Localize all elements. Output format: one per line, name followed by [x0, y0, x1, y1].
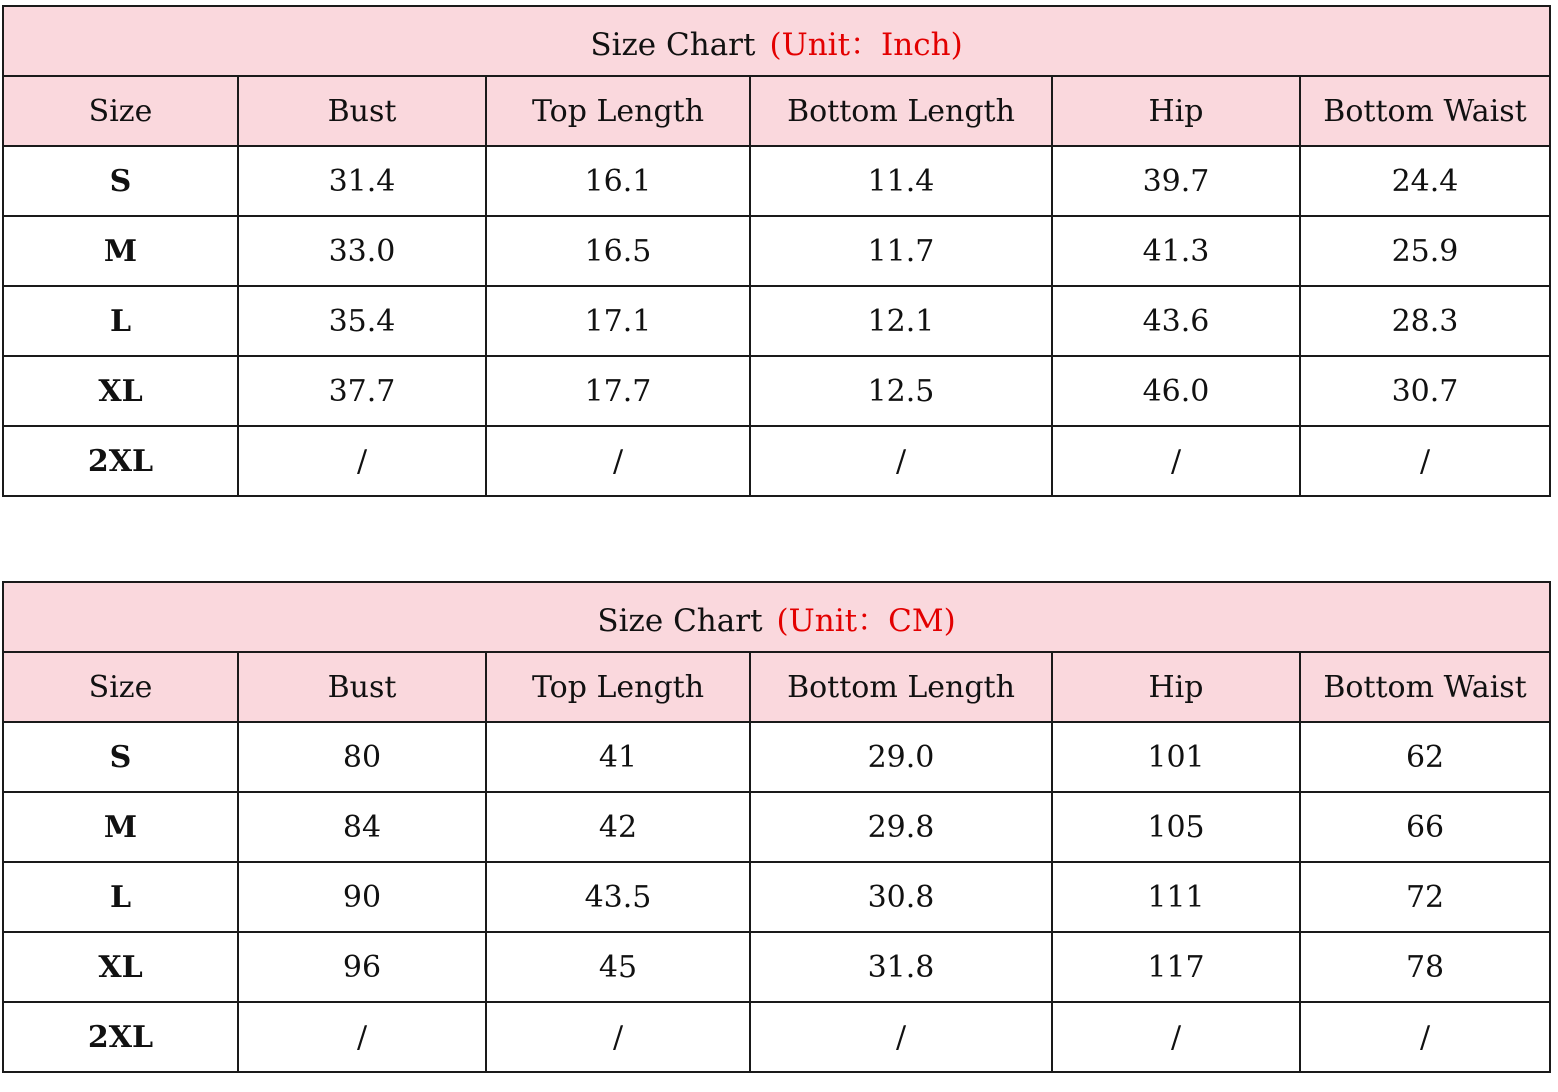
bust-cell: 33.0: [238, 216, 486, 286]
top-length-cell: 17.7: [486, 356, 750, 426]
table-row: [3, 216, 1550, 286]
bottom-length-cell: 11.7: [750, 216, 1052, 286]
header-hip: Hip: [1052, 76, 1300, 146]
bottom-length-cell: 31.8: [750, 932, 1052, 1002]
header-bottom-length: Bottom Length: [750, 76, 1052, 146]
title-text: Size Chart: [597, 602, 763, 639]
bottom-length-cell: 12.5: [750, 356, 1052, 426]
bust-cell: 84: [238, 792, 486, 862]
top-length-cell: 17.1: [486, 286, 750, 356]
size-cell: 2XL: [3, 1002, 238, 1072]
bust-cell: 37.7: [238, 356, 486, 426]
size-cell: XL: [3, 932, 238, 1002]
bust-cell: 35.4: [238, 286, 486, 356]
header-bottom-length: Bottom Length: [750, 652, 1052, 722]
title-text: Size Chart: [590, 26, 756, 63]
table-row: [3, 862, 1550, 932]
bottom-length-cell: /: [750, 1002, 1052, 1072]
top-length-cell: 16.1: [486, 146, 750, 216]
table-row: [3, 1002, 1550, 1072]
bottom-waist-cell: 24.4: [1300, 146, 1550, 216]
hip-cell: 41.3: [1052, 216, 1300, 286]
column-header-row: [3, 652, 1550, 722]
bottom-waist-cell: 78: [1300, 932, 1550, 1002]
table-row: [3, 792, 1550, 862]
size-cell: M: [3, 216, 238, 286]
size-chart-cm-table: [2, 581, 1551, 1073]
bottom-waist-cell: 30.7: [1300, 356, 1550, 426]
header-bottom-waist: Bottom Waist: [1300, 76, 1550, 146]
hip-cell: 46.0: [1052, 356, 1300, 426]
top-length-cell: /: [486, 426, 750, 496]
header-bottom-waist: Bottom Waist: [1300, 652, 1550, 722]
top-length-cell: 41: [486, 722, 750, 792]
size-cell: L: [3, 286, 238, 356]
column-header-row: [3, 76, 1550, 146]
size-cell: M: [3, 792, 238, 862]
header-hip: Hip: [1052, 652, 1300, 722]
bottom-length-cell: 29.8: [750, 792, 1052, 862]
bust-cell: 96: [238, 932, 486, 1002]
header-bust: Bust: [238, 652, 486, 722]
bottom-waist-cell: /: [1300, 426, 1550, 496]
table-row: [3, 286, 1550, 356]
bottom-length-cell: 12.1: [750, 286, 1052, 356]
table-row: [3, 426, 1550, 496]
bottom-length-cell: 30.8: [750, 862, 1052, 932]
header-size: Size: [3, 76, 238, 146]
bust-cell: 90: [238, 862, 486, 932]
hip-cell: 117: [1052, 932, 1300, 1002]
top-length-cell: 16.5: [486, 216, 750, 286]
top-length-cell: 42: [486, 792, 750, 862]
bottom-waist-cell: 62: [1300, 722, 1550, 792]
size-cell: L: [3, 862, 238, 932]
header-bust: Bust: [238, 76, 486, 146]
size-cell: S: [3, 146, 238, 216]
size-cell: 2XL: [3, 426, 238, 496]
top-length-cell: 45: [486, 932, 750, 1002]
bust-cell: 31.4: [238, 146, 486, 216]
table-row: [3, 146, 1550, 216]
size-cell: XL: [3, 356, 238, 426]
hip-cell: /: [1052, 426, 1300, 496]
hip-cell: /: [1052, 1002, 1300, 1072]
size-cell: S: [3, 722, 238, 792]
bottom-length-cell: 11.4: [750, 146, 1052, 216]
bottom-length-cell: /: [750, 426, 1052, 496]
bottom-waist-cell: 66: [1300, 792, 1550, 862]
table-row: [3, 722, 1550, 792]
top-length-cell: /: [486, 1002, 750, 1072]
bust-cell: /: [238, 1002, 486, 1072]
bust-cell: /: [238, 426, 486, 496]
bottom-waist-cell: 28.3: [1300, 286, 1550, 356]
top-length-cell: 43.5: [486, 862, 750, 932]
hip-cell: 105: [1052, 792, 1300, 862]
bottom-length-cell: 29.0: [750, 722, 1052, 792]
size-chart-inch-table: [2, 5, 1551, 497]
unit-label: (Unit：Inch): [769, 26, 963, 63]
unit-label: (Unit：CM): [776, 602, 956, 639]
bottom-waist-cell: /: [1300, 1002, 1550, 1072]
header-top-length: Top Length: [486, 76, 750, 146]
table-title: [3, 6, 1550, 76]
hip-cell: 39.7: [1052, 146, 1300, 216]
header-top-length: Top Length: [486, 652, 750, 722]
table-row: [3, 356, 1550, 426]
hip-cell: 43.6: [1052, 286, 1300, 356]
bottom-waist-cell: 25.9: [1300, 216, 1550, 286]
table-title-row: [3, 6, 1550, 76]
hip-cell: 101: [1052, 722, 1300, 792]
table-title: [3, 582, 1550, 652]
table-row: [3, 932, 1550, 1002]
bottom-waist-cell: 72: [1300, 862, 1550, 932]
bust-cell: 80: [238, 722, 486, 792]
table-title-row: [3, 582, 1550, 652]
hip-cell: 111: [1052, 862, 1300, 932]
header-size: Size: [3, 652, 238, 722]
